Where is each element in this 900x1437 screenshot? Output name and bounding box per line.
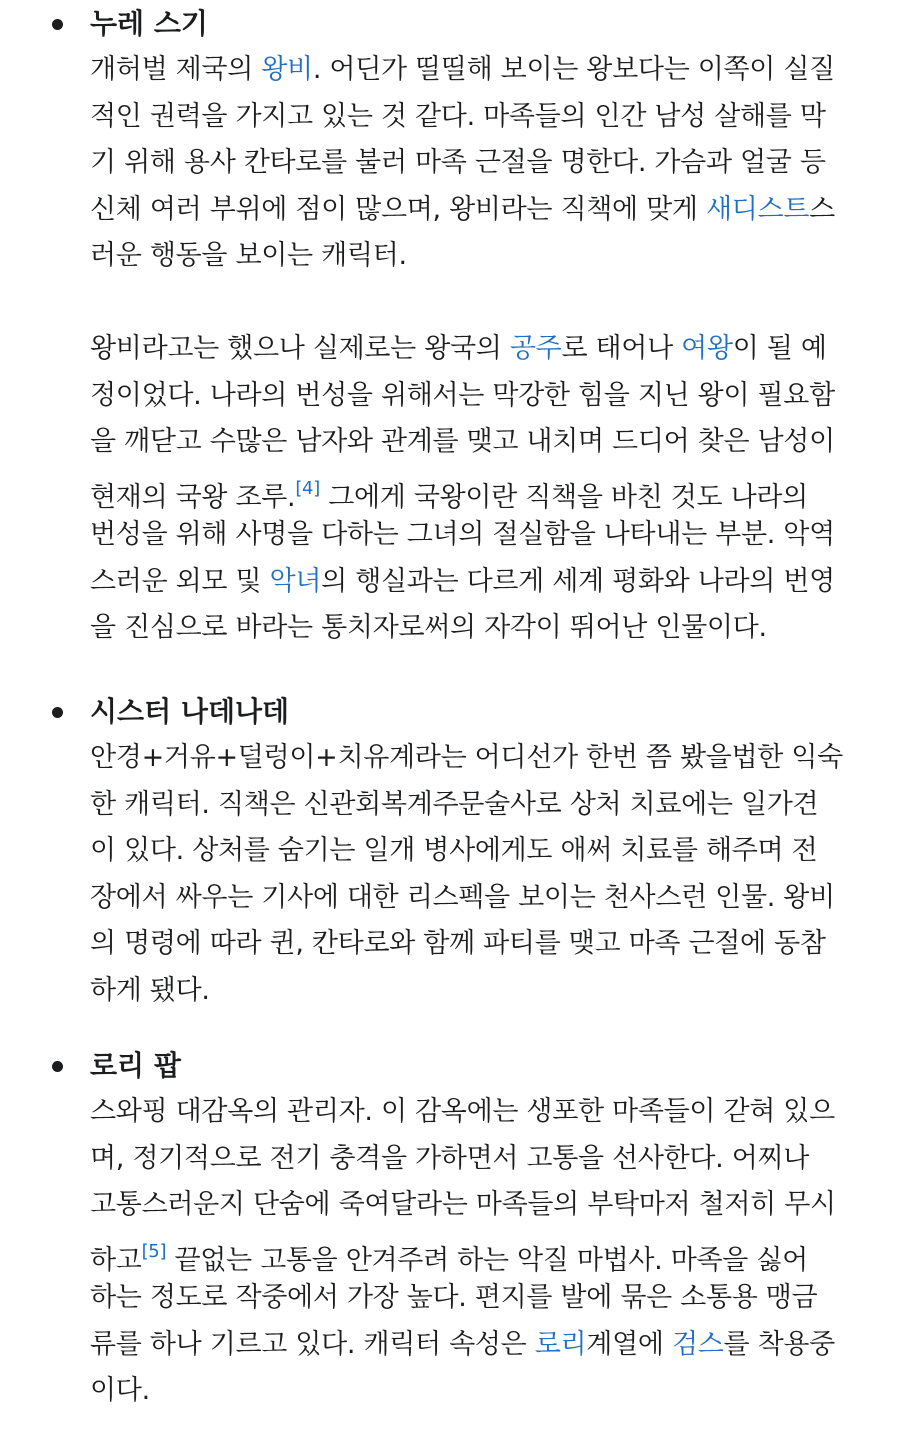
text-line (90, 968, 210, 1014)
text-line (90, 1182, 836, 1228)
text-line (90, 1368, 150, 1414)
text-segment: 스 (809, 193, 835, 225)
character-name: 시스터 나데나데 (90, 695, 290, 728)
text-line (90, 140, 826, 186)
text-line (90, 605, 767, 651)
text-segment: 이 있다. 상처를 숨기는 일개 병사에게도 애써 치료를 해주며 전 (90, 835, 818, 866)
list-bullet (52, 707, 63, 718)
text-segment: 장에서 싸우는 기사에 대한 리스펙을 보이는 천사스런 인물. 왕비 (90, 881, 835, 913)
wiki-link[interactable]: 검스 (671, 1328, 724, 1360)
text-segment: 하고 (90, 1244, 142, 1276)
character-name: 누레 스기 (90, 7, 208, 40)
text-line (90, 1275, 817, 1321)
text-line (90, 187, 835, 233)
text-segment: 번성을 위해 사명을 다하는 그녀의 절실함을 나타내는 부분. 악역 (90, 519, 835, 550)
text-segment: 며, 정기적으로 전기 충격을 가하면서 고통을 선사한다. 어찌나 (90, 1142, 810, 1174)
text-segment: 적인 권력을 가지고 있는 것 같다. 마족들의 인간 남성 살해를 막 (90, 100, 826, 132)
wiki-link[interactable]: 여왕 (681, 333, 733, 364)
text-segment: 이다. (90, 1375, 150, 1406)
text-segment: 스러운 외모 및 (90, 565, 270, 597)
text-line (90, 419, 835, 465)
list-bullet (52, 1061, 63, 1072)
text-segment: 신체 여러 부위에 점이 많으며, 왕비라는 직책에 맞게 (90, 193, 706, 225)
wiki-link[interactable]: 왕비 (261, 54, 313, 85)
text-segment: 이 될 예 (732, 333, 827, 364)
text-line (90, 735, 843, 781)
text-segment: 의 행실과는 다르게 세계 평화와 나라의 번영 (321, 565, 835, 597)
text-segment: 의 명령에 따라 퀸, 칸타로와 함께 파티를 맺고 마족 근절에 동참 (90, 928, 826, 959)
text-segment: 개허벌 제국의 (90, 54, 262, 85)
wiki-link[interactable]: 악녀 (269, 565, 322, 597)
list-bullet (52, 19, 63, 30)
text-line (90, 1322, 835, 1368)
text-line (90, 326, 827, 372)
text-segment: 현재의 국왕 조루. (90, 481, 296, 513)
text-line (90, 559, 835, 605)
text-line (90, 47, 835, 93)
text-segment: 을 진심으로 바라는 통치자로써의 자각이 뛰어난 인물이다. (90, 612, 767, 643)
text-line (90, 921, 826, 967)
text-segment: 끝없는 고통을 안겨주려 하는 악질 마법사. 마족을 싫어 (166, 1244, 808, 1276)
text-segment: 계열에 (586, 1328, 672, 1360)
wiki-link[interactable]: 새디스트 (705, 193, 810, 225)
text-segment: 안경+거유+덜렁이+치유계라는 어디선가 한번 쯤 봤을법한 익숙 (90, 742, 843, 773)
wiki-link[interactable]: 로리 (534, 1328, 587, 1360)
footnote-ref[interactable]: [4] (295, 477, 320, 499)
text-segment: 한 캐릭터. 직책은 신관회복계주문술사로 상처 치료에는 일가견 (90, 788, 819, 820)
text-line (90, 373, 835, 419)
text-segment: 러운 행동을 보이는 캐릭터. (90, 240, 407, 271)
text-segment: 왕비라고는 했으나 실제로는 왕국의 (90, 333, 510, 364)
text-line (90, 512, 835, 558)
text-segment: 로 태어나 (561, 333, 682, 364)
footnote-ref[interactable]: [5] (141, 1240, 167, 1262)
text-segment: 하게 됐다. (90, 974, 210, 1006)
text-segment: . 어딘가 띨띨해 보이는 왕보다는 이쪽이 실질 (312, 54, 835, 85)
text-segment: 기 위해 용사 칸타로를 불러 마족 근절을 명한다. 가슴과 얼굴 등 (90, 147, 826, 178)
text-segment: 그에게 국왕이란 직책을 바친 것도 나라의 (319, 481, 808, 513)
text-segment: 을 깨닫고 수많은 남자와 관계를 맺고 내치며 드디어 찾은 남성이 (90, 426, 835, 457)
text-line (90, 94, 826, 140)
text-segment: 하는 정도로 작중에서 가장 높다. 편지를 발에 묶은 소통용 맹금 (90, 1282, 818, 1313)
text-line (90, 1136, 809, 1182)
character-name: 로리 팝 (90, 1049, 181, 1082)
text-segment: 를 착용중 (723, 1328, 835, 1360)
text-segment: 스와핑 대감옥의 관리자. 이 감옥에는 생포한 마족들이 갇혀 있으 (90, 1096, 835, 1127)
text-line (90, 233, 407, 279)
text-line (90, 1089, 835, 1135)
text-segment: 고통스러운지 단숨에 죽여달라는 마족들의 부탁마저 철저히 무시 (90, 1189, 836, 1220)
text-line (90, 828, 817, 874)
wiki-link[interactable]: 공주 (509, 333, 562, 364)
text-line (90, 875, 835, 921)
text-line (90, 782, 818, 828)
text-segment: 류를 하나 기르고 있다. 캐릭터 속성은 (90, 1328, 535, 1360)
text-segment: 정이었다. 나라의 번성을 위해서는 막강한 힘을 지닌 왕이 필요함 (90, 379, 835, 411)
